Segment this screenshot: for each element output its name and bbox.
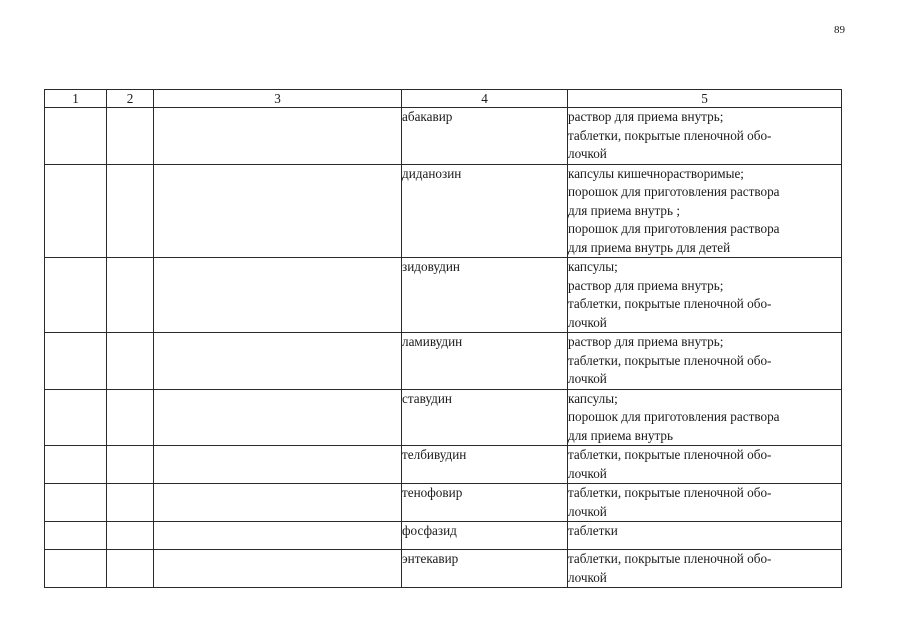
header-row [45,90,842,108]
cell-col2 [107,164,154,258]
table-row [45,108,842,165]
dosage-form-line: лочкой [568,371,607,386]
dosage-form-line: для приема внутрь [568,427,674,443]
cell-col3 [154,446,402,484]
cell-col2 [107,522,154,550]
drug-name-cell: телбивудин [402,446,568,484]
page-number: 89 [834,24,845,36]
dosage-form-line: лочкой [568,314,607,330]
column-header-2: 2 [107,90,154,108]
dosage-form-line: порошок для приготовления раствора [568,221,780,236]
dosage-form-line: таблетки, покрытые пленочной обо- [568,485,772,500]
dosage-forms-cell [568,484,842,522]
cell-col3 [154,550,402,588]
cell-col3 [154,389,402,446]
drug-name-cell: тенофовир [402,484,568,522]
dosage-form-line: лочкой [568,503,607,519]
cell-col3 [154,108,402,165]
column-header-5: 5 [568,90,842,108]
table-row [45,522,842,550]
table-row [45,164,842,258]
drug-name-cell: ставудин [402,389,568,446]
cell-col1 [45,164,107,258]
cell-col2 [107,446,154,484]
cell-col3 [154,164,402,258]
table-row [45,258,842,333]
table-row [45,484,842,522]
dosage-form-line: таблетки, покрытые пленочной обо- [568,127,772,143]
dosage-form-line: порошок для приготовления раствора [568,184,780,199]
dosage-forms-cell [568,389,842,446]
dosage-form-line: порошок для приготовления раствора [568,409,780,424]
table-row [45,446,842,484]
table-row [45,550,842,588]
cell-col1 [45,522,107,550]
cell-col3 [154,258,402,333]
cell-col1 [45,484,107,522]
cell-col1 [45,389,107,446]
cell-col1 [45,550,107,588]
dosage-form-line: таблетки, покрытые пленочной обо- [568,447,772,462]
drug-name-cell: диданозин [402,164,568,258]
dosage-form-line: капсулы; [568,390,618,406]
dosage-form-line: капсулы; [568,259,618,274]
column-header-1: 1 [45,90,107,108]
dosage-forms-cell [568,164,842,258]
cell-col2 [107,258,154,333]
dosage-forms-cell [568,446,842,484]
dosage-form-line: таблетки [568,523,618,538]
dosage-form-line: раствор для приема внутрь; [568,109,724,124]
dosage-form-line: раствор для приема внутрь; [568,277,724,293]
cell-col3 [154,522,402,550]
dosage-forms-cell [568,522,842,550]
cell-col2 [107,389,154,446]
dosage-form-line: таблетки, покрытые пленочной обо- [568,296,772,311]
table-header [45,90,842,108]
drug-name-cell: абакавир [402,108,568,165]
dosage-forms-cell [568,550,842,588]
table-row [45,333,842,390]
cell-col2 [107,484,154,522]
drug-name-cell: зидовудин [402,258,568,333]
dosage-forms-cell [568,258,842,333]
dosage-form-line: для приема внутрь для детей [568,239,731,255]
cell-col2 [107,108,154,165]
cell-col3 [154,484,402,522]
cell-col3 [154,333,402,390]
dosage-form-line: для приема внутрь ; [568,202,680,218]
cell-col1 [45,258,107,333]
drug-table [44,89,842,588]
dosage-form-line: таблетки, покрытые пленочной обо- [568,352,772,368]
dosage-form-line: лочкой [568,465,607,481]
dosage-forms-cell [568,333,842,390]
dosage-form-line: капсулы кишечнорастворимые; [568,165,744,181]
dosage-form-line: раствор для приема внутрь; [568,334,724,349]
cell-col1 [45,108,107,165]
dosage-form-line: лочкой [568,146,607,161]
drug-name-cell: фосфазид [402,522,568,550]
cell-col1 [45,333,107,390]
cell-col1 [45,446,107,484]
dosage-forms-cell [568,108,842,165]
dosage-form-line: таблетки, покрытые пленочной обо- [568,551,772,566]
drug-name-cell: энтекавир [402,550,568,588]
cell-col2 [107,333,154,390]
column-header-3: 3 [154,90,402,108]
cell-col2 [107,550,154,588]
column-header-4: 4 [402,90,568,108]
table-body [45,108,842,588]
table-row [45,389,842,446]
drug-name-cell: ламивудин [402,333,568,390]
dosage-form-line: лочкой [568,569,607,585]
